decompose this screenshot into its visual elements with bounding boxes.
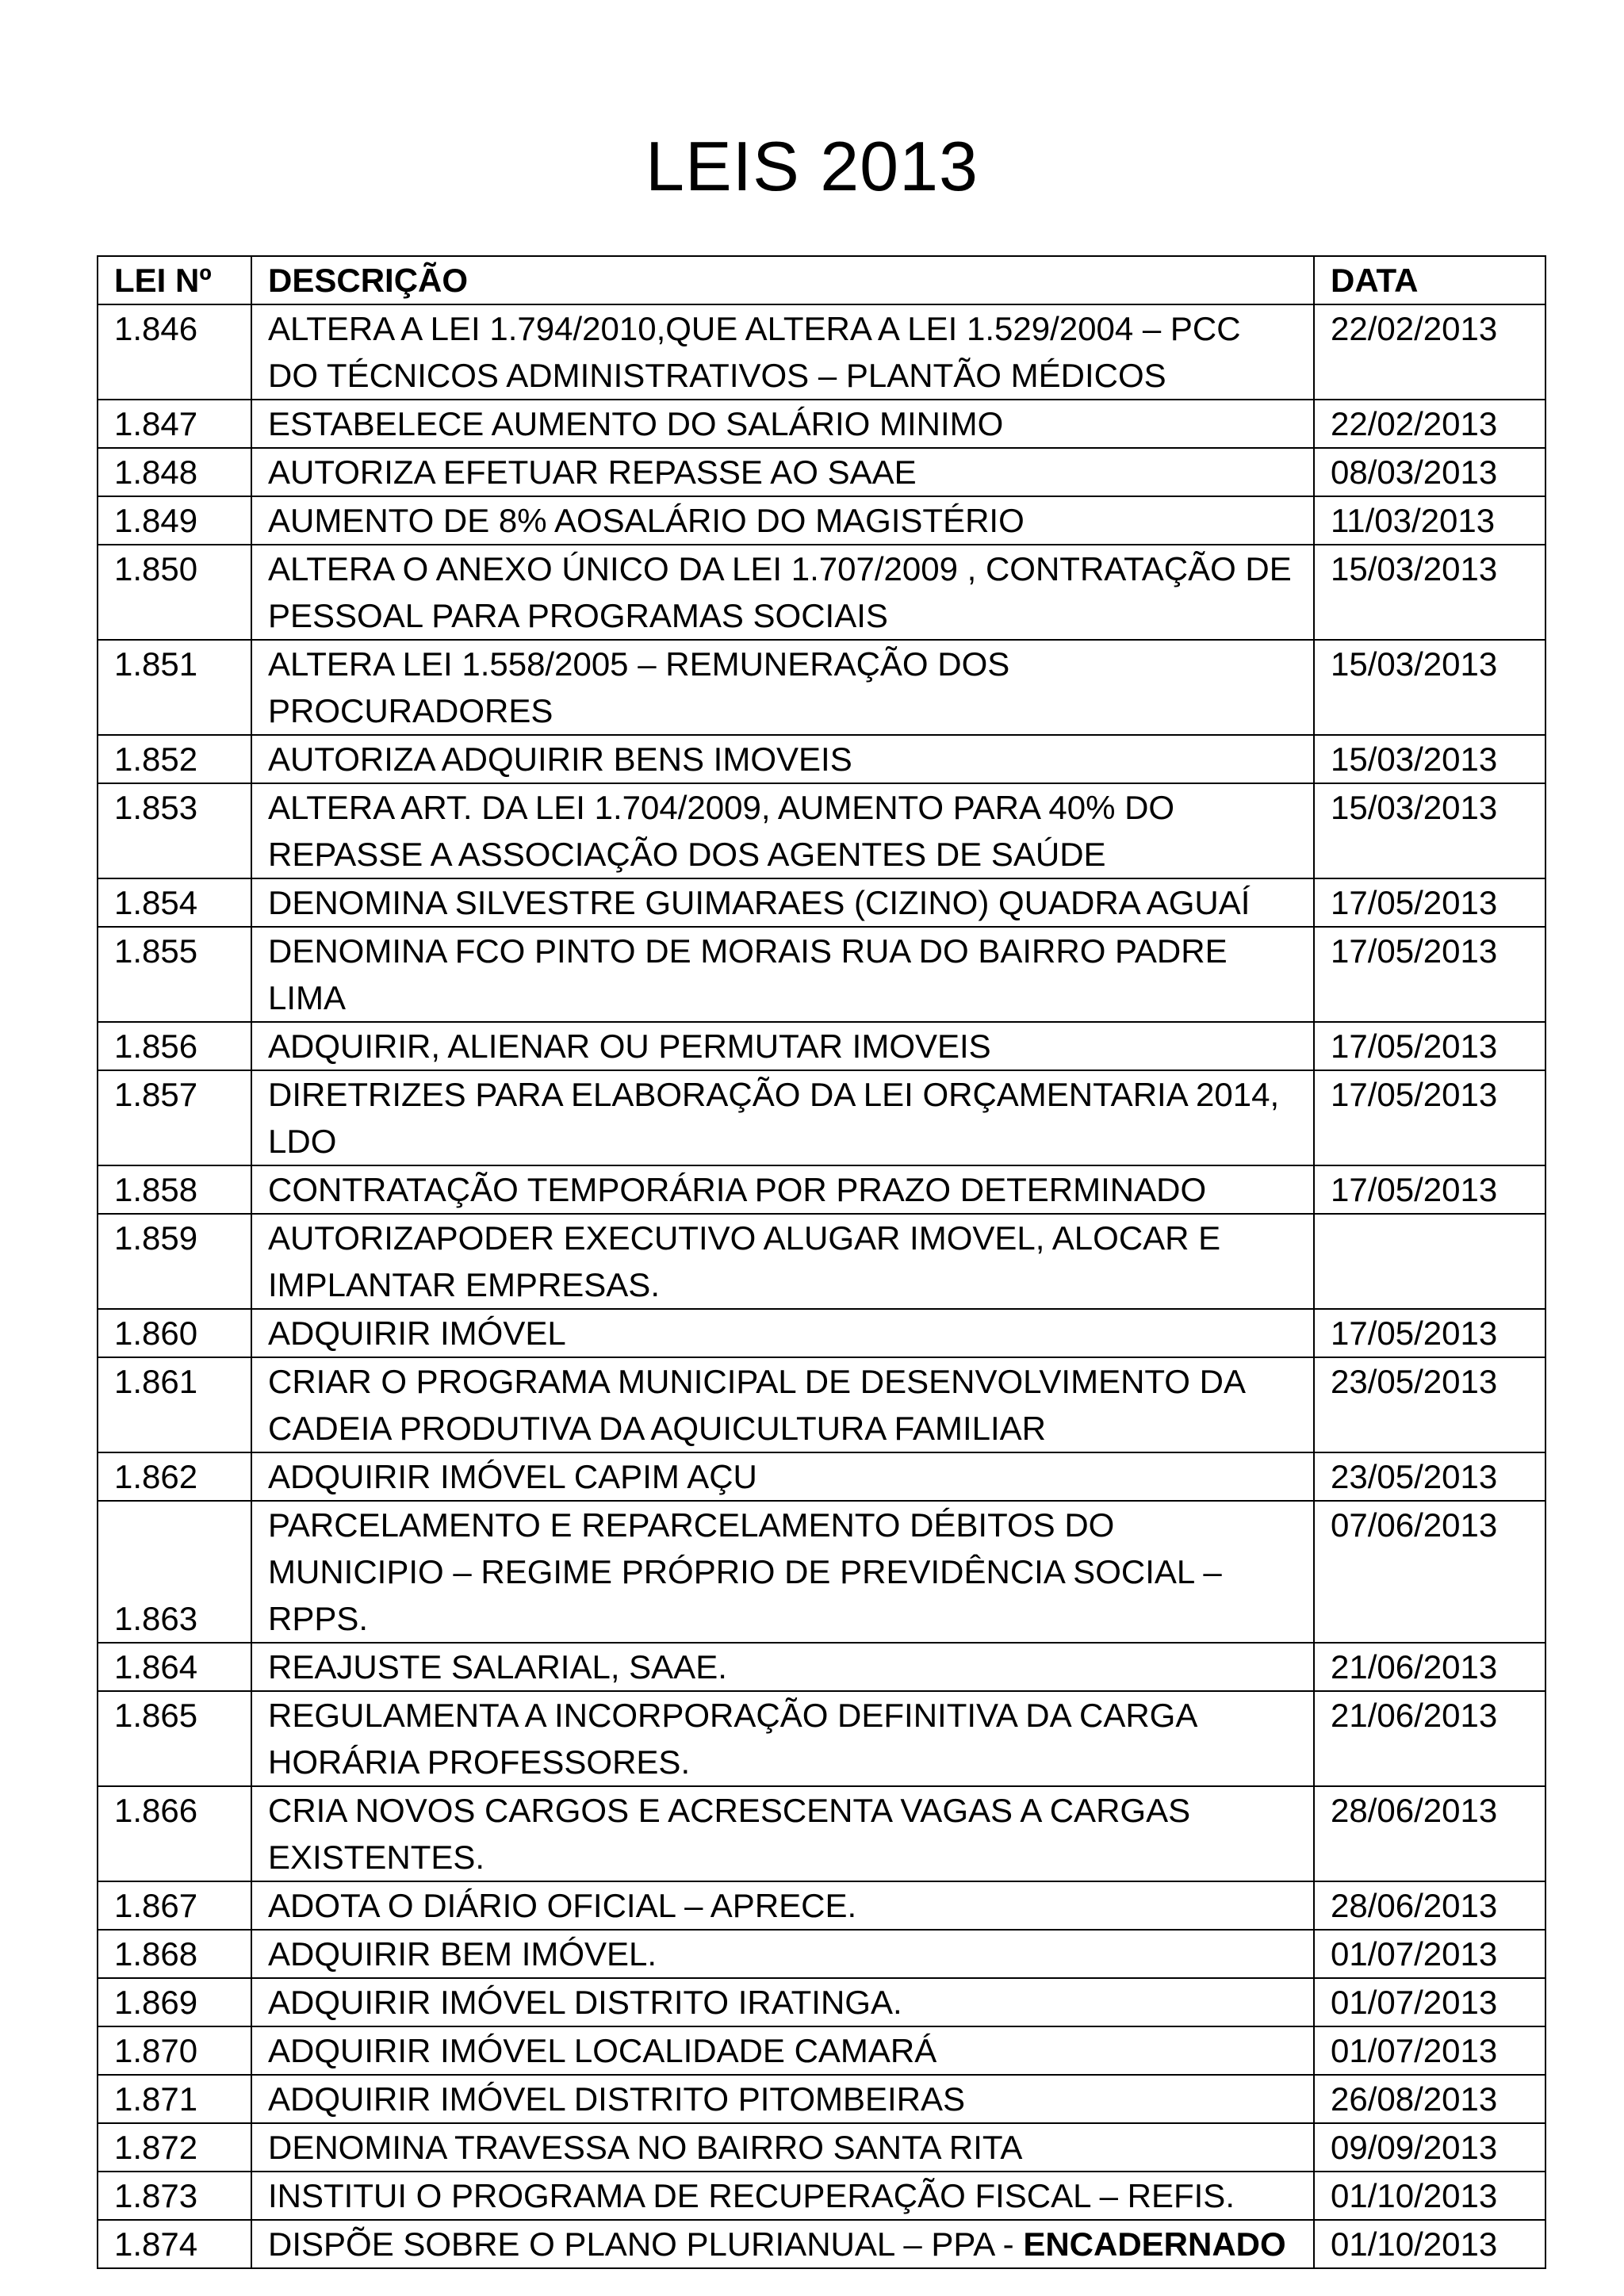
- law-date: 15/03/2013: [1314, 783, 1545, 878]
- table-row: [98, 545, 1545, 640]
- law-description: ADQUIRIR BEM IMÓVEL.: [251, 1930, 1314, 1978]
- law-date: 07/06/2013: [1314, 1501, 1545, 1643]
- table-row: [98, 2172, 1545, 2220]
- law-number: 1.861: [98, 1357, 251, 1452]
- law-description-text: DISPÕE SOBRE O PLANO PLURIANUAL – PPA -: [268, 2225, 1014, 2263]
- law-description: ALTERA ART. DA LEI 1.704/2009, AUMENTO PARA 40% DO REPASSE A ASSOCIAÇÃO DOS AGENTES DE SAÚDE: [251, 783, 1314, 878]
- law-date: 22/02/2013: [1314, 304, 1545, 400]
- table-row: [98, 1501, 1545, 1643]
- law-number: 1.864: [98, 1643, 251, 1691]
- table-row: [98, 735, 1545, 783]
- law-number: 1.872: [98, 2123, 251, 2172]
- table-row: [98, 783, 1545, 878]
- law-number: 1.848: [98, 448, 251, 496]
- law-description: DENOMINA FCO PINTO DE MORAIS RUA DO BAIRRO PADRE LIMA: [251, 927, 1314, 1022]
- table-row: [98, 1357, 1545, 1452]
- table-row: [98, 496, 1545, 545]
- law-date: 28/06/2013: [1314, 1786, 1545, 1881]
- law-date: 28/06/2013: [1314, 1881, 1545, 1930]
- law-description: ADQUIRIR IMÓVEL DISTRITO IRATINGA.: [251, 1978, 1314, 2026]
- law-number: 1.870: [98, 2026, 251, 2075]
- law-description: AUMENTO DE 8% AOSALÁRIO DO MAGISTÉRIO: [251, 496, 1314, 545]
- law-description: AUTORIZA EFETUAR REPASSE AO SAAE: [251, 448, 1314, 496]
- law-description: ADQUIRIR IMÓVEL DISTRITO PITOMBEIRAS: [251, 2075, 1314, 2123]
- table-row: [98, 1309, 1545, 1357]
- table-row: [98, 878, 1545, 927]
- law-description: DENOMINA TRAVESSA NO BAIRRO SANTA RITA: [251, 2123, 1314, 2172]
- table-row: [98, 2123, 1545, 2172]
- law-description: [251, 2220, 1314, 2268]
- table-row: [98, 1643, 1545, 1691]
- table-row: [98, 1881, 1545, 1930]
- table-row: [98, 2220, 1545, 2268]
- law-date: [1314, 1214, 1545, 1309]
- law-date: 11/03/2013: [1314, 496, 1545, 545]
- table-row: [98, 927, 1545, 1022]
- header-date: DATA: [1314, 256, 1545, 304]
- page-title: LEIS 2013: [645, 127, 979, 205]
- table-row: [98, 304, 1545, 400]
- law-description: ADQUIRIR IMÓVEL CAPIM AÇU: [251, 1452, 1314, 1501]
- law-description: CRIAR O PROGRAMA MUNICIPAL DE DESENVOLVIMENTO DA CADEIA PRODUTIVA DA AQUICULTURA FAMILIAR: [251, 1357, 1314, 1452]
- law-number: 1.853: [98, 783, 251, 878]
- table-row: [98, 1214, 1545, 1309]
- law-description: ADQUIRIR IMÓVEL: [251, 1309, 1314, 1357]
- law-number: 1.869: [98, 1978, 251, 2026]
- law-number: 1.850: [98, 545, 251, 640]
- law-description: ADQUIRIR, ALIENAR OU PERMUTAR IMOVEIS: [251, 1022, 1314, 1070]
- law-date: 21/06/2013: [1314, 1691, 1545, 1786]
- law-description: ESTABELECE AUMENTO DO SALÁRIO MINIMO: [251, 400, 1314, 448]
- law-description: AUTORIZA ADQUIRIR BENS IMOVEIS: [251, 735, 1314, 783]
- law-description: ALTERA O ANEXO ÚNICO DA LEI 1.707/2009 , CONTRATAÇÃO DE PESSOAL PARA PROGRAMAS SOCIAIS: [251, 545, 1314, 640]
- law-date: 22/02/2013: [1314, 400, 1545, 448]
- law-description: ADQUIRIR IMÓVEL LOCALIDADE CAMARÁ: [251, 2026, 1314, 2075]
- table-row: [98, 400, 1545, 448]
- law-date: 08/03/2013: [1314, 448, 1545, 496]
- header-description: DESCRIÇÃO: [251, 256, 1314, 304]
- law-number: 1.866: [98, 1786, 251, 1881]
- law-number: 1.856: [98, 1022, 251, 1070]
- law-number: 1.851: [98, 640, 251, 735]
- law-date: 15/03/2013: [1314, 545, 1545, 640]
- law-description: ALTERA A LEI 1.794/2010,QUE ALTERA A LEI 1.529/2004 – PCC DO TÉCNICOS ADMINISTRATIVOS – PLANTÃO MÉDICOS: [251, 304, 1314, 400]
- laws-table: [97, 255, 1546, 2269]
- law-date: 17/05/2013: [1314, 1070, 1545, 1165]
- law-description: ALTERA LEI 1.558/2005 – REMUNERAÇÃO DOS PROCURADORES: [251, 640, 1314, 735]
- table-row: [98, 1978, 1545, 2026]
- law-date: 01/07/2013: [1314, 1930, 1545, 1978]
- law-number: 1.852: [98, 735, 251, 783]
- law-description: REAJUSTE SALARIAL, SAAE.: [251, 1643, 1314, 1691]
- law-number: 1.855: [98, 927, 251, 1022]
- law-number: 1.873: [98, 2172, 251, 2220]
- header-law-number: LEI Nº: [98, 256, 251, 304]
- law-description: INSTITUI O PROGRAMA DE RECUPERAÇÃO FISCAL – REFIS.: [251, 2172, 1314, 2220]
- table-row: [98, 2026, 1545, 2075]
- table-row: [98, 1165, 1545, 1214]
- law-date: 21/06/2013: [1314, 1643, 1545, 1691]
- law-date: 17/05/2013: [1314, 927, 1545, 1022]
- law-number: 1.874: [98, 2220, 251, 2268]
- law-description: AUTORIZAPODER EXECUTIVO ALUGAR IMOVEL, ALOCAR E IMPLANTAR EMPRESAS.: [251, 1214, 1314, 1309]
- law-number: 1.858: [98, 1165, 251, 1214]
- law-date: 17/05/2013: [1314, 878, 1545, 927]
- law-description: CONTRATAÇÃO TEMPORÁRIA POR PRAZO DETERMINADO: [251, 1165, 1314, 1214]
- table-row: [98, 1691, 1545, 1786]
- law-date: 23/05/2013: [1314, 1452, 1545, 1501]
- law-date: 15/03/2013: [1314, 640, 1545, 735]
- law-description: ADOTA O DIÁRIO OFICIAL – APRECE.: [251, 1881, 1314, 1930]
- law-date: 17/05/2013: [1314, 1309, 1545, 1357]
- law-date: 09/09/2013: [1314, 2123, 1545, 2172]
- law-date: 17/05/2013: [1314, 1165, 1545, 1214]
- law-description: DIRETRIZES PARA ELABORAÇÃO DA LEI ORÇAMENTARIA 2014, LDO: [251, 1070, 1314, 1165]
- law-description: PARCELAMENTO E REPARCELAMENTO DÉBITOS DO MUNICIPIO – REGIME PRÓPRIO DE PREVIDÊNCIA SOCIAL – RPPS.: [251, 1501, 1314, 1643]
- law-description: DENOMINA SILVESTRE GUIMARAES (CIZINO) QUADRA AGUAÍ: [251, 878, 1314, 927]
- table-row: [98, 1022, 1545, 1070]
- law-number: 1.865: [98, 1691, 251, 1786]
- table-row: [98, 640, 1545, 735]
- law-number: 1.846: [98, 304, 251, 400]
- law-number: 1.863: [98, 1501, 251, 1643]
- law-date: 01/10/2013: [1314, 2172, 1545, 2220]
- table-row: [98, 1786, 1545, 1881]
- law-date: 23/05/2013: [1314, 1357, 1545, 1452]
- law-date: 15/03/2013: [1314, 735, 1545, 783]
- law-number: 1.847: [98, 400, 251, 448]
- law-date: 01/07/2013: [1314, 2026, 1545, 2075]
- law-number: 1.868: [98, 1930, 251, 1978]
- law-number: 1.857: [98, 1070, 251, 1165]
- law-number: 1.859: [98, 1214, 251, 1309]
- table-header-row: [98, 256, 1545, 304]
- table-row: [98, 1070, 1545, 1165]
- law-number: 1.854: [98, 878, 251, 927]
- law-number: 1.860: [98, 1309, 251, 1357]
- law-number: 1.849: [98, 496, 251, 545]
- law-number: 1.862: [98, 1452, 251, 1501]
- law-date: 26/08/2013: [1314, 2075, 1545, 2123]
- table-row: [98, 2075, 1545, 2123]
- table-row: [98, 1452, 1545, 1501]
- table-row: [98, 448, 1545, 496]
- table-row: [98, 1930, 1545, 1978]
- law-description: CRIA NOVOS CARGOS E ACRESCENTA VAGAS A CARGAS EXISTENTES.: [251, 1786, 1314, 1881]
- law-date: 17/05/2013: [1314, 1022, 1545, 1070]
- law-description: REGULAMENTA A INCORPORAÇÃO DEFINITIVA DA CARGA HORÁRIA PROFESSORES.: [251, 1691, 1314, 1786]
- law-number: 1.867: [98, 1881, 251, 1930]
- law-number: 1.871: [98, 2075, 251, 2123]
- law-date: 01/07/2013: [1314, 1978, 1545, 2026]
- law-description-emphasis: ENCADERNADO: [1023, 2225, 1286, 2263]
- law-date: 01/10/2013: [1314, 2220, 1545, 2268]
